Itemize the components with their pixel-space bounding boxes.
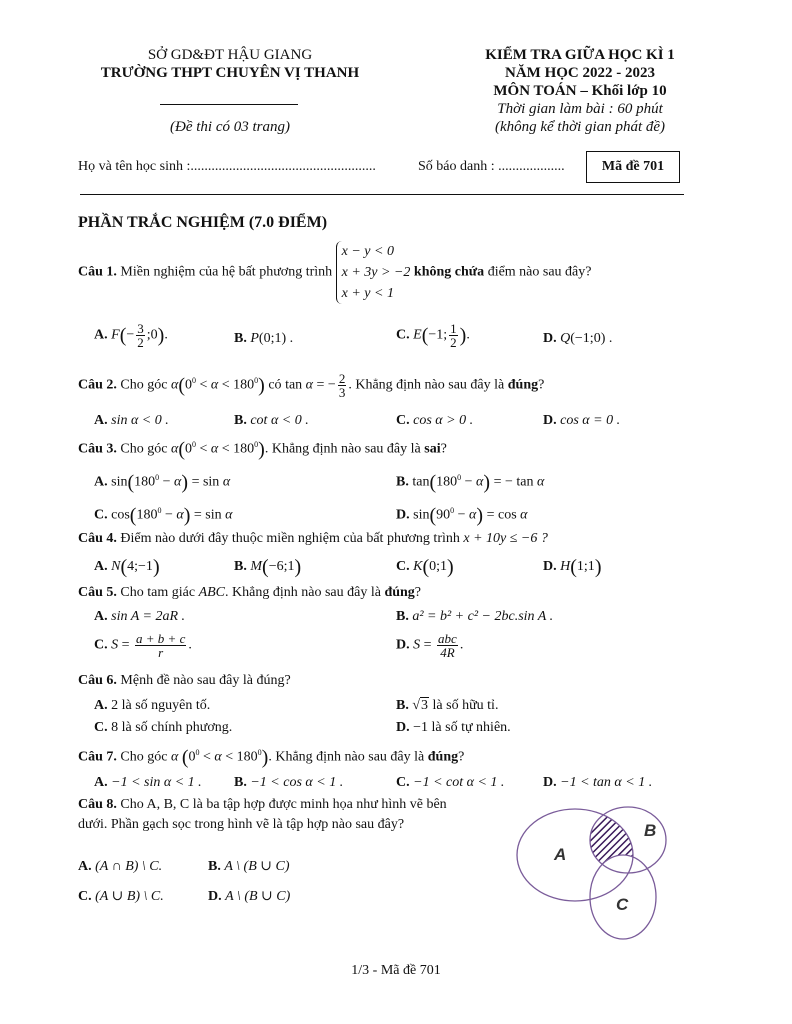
q5-text2: . Khẳng định nào sau đây là xyxy=(225,585,381,600)
q8-text1: Cho A, B, C là ba tập hợp được minh họa như hình vẽ bên xyxy=(120,797,447,812)
time-limit: Thời gian làm bài : 60 phút xyxy=(497,101,663,117)
q3-option-c: C. $\cos(180^0 - \alpha) = \sin \alpha$ xyxy=(94,504,233,527)
q8-b-text: A \ (B ∪ C) xyxy=(224,859,290,874)
q4-text: Điểm nào dưới đây thuộc miền nghiệm của bất phương trình xyxy=(120,531,460,546)
q4-label: Câu 4. xyxy=(78,531,117,546)
q1-label: Câu 1. xyxy=(78,264,117,280)
q6-option-b: B. √3 là số hữu tỉ. xyxy=(396,698,499,713)
q5-label: Câu 5. xyxy=(78,585,117,600)
q3-qmark: ? xyxy=(440,441,447,457)
q7-option-d: D. −1 < tan α < 1 . xyxy=(543,775,653,790)
q1-b-label: B. xyxy=(234,331,247,346)
q5-b-text: a² = b² + c² − 2bc.sin A . xyxy=(412,609,554,624)
q7-d-text: −1 < tan α < 1 . xyxy=(560,775,653,790)
q2-option-d: D. cos α = 0 . xyxy=(543,413,621,428)
q2-d-text: cos α = 0 . xyxy=(560,413,621,428)
venn-label-b: B xyxy=(644,821,657,840)
question-8-line2 xyxy=(78,816,404,834)
venn-label-a: A xyxy=(554,845,567,864)
subject-grade: MÔN TOÁN – Khối lớp 10 xyxy=(493,83,667,99)
q1-system xyxy=(336,241,411,304)
q1-ineq-1: x − y < 0 xyxy=(341,244,394,259)
q1-ineq-2: x + 3y > −2 xyxy=(341,265,411,280)
q3-text1: Cho góc xyxy=(120,441,168,457)
question-2: Câu 2. Cho góc $\alpha(0^0 < \alpha < 180^0)$ có tan α = − $\frac{2}{3}$ . Khẳng định nào sau đây là đúng? xyxy=(78,371,545,400)
q1-c-label: C. xyxy=(396,327,410,343)
q2-option-b: B. cot α < 0 . xyxy=(234,413,309,428)
q8-option-b: B. A \ (B ∪ C) xyxy=(208,859,290,874)
q1-option-a: A. F(− $\frac{3}{2}$ ;0). xyxy=(94,321,168,350)
q4-option-c: C. K(0;1) xyxy=(396,556,454,578)
q3-text2: . Khẳng định nào sau đây là xyxy=(264,441,421,457)
q8-text2: dưới. Phần gạch sọc trong hình vẽ là tập hợp nào sau đây? xyxy=(78,817,405,832)
q4-inequality: x + 10y ≤ −6 ? xyxy=(463,531,548,546)
q5-emphasis: đúng xyxy=(384,585,415,600)
q2-option-c: C. cos α > 0 . xyxy=(396,413,474,428)
q1-text: Miền nghiệm của hệ bất phương trình xyxy=(120,264,333,280)
q2-text2: có xyxy=(268,377,282,393)
q7-b-text: −1 < cos α < 1 . xyxy=(250,775,344,790)
q6-text: Mệnh đề nào sau đây là đúng? xyxy=(120,673,291,688)
header-divider xyxy=(160,104,298,105)
question-6 xyxy=(78,672,291,690)
q8-a-text: (A ∩ B) \ C. xyxy=(95,859,163,874)
q2-text1: Cho góc xyxy=(120,377,168,393)
q2-text3: . Khẳng định nào sau đây là xyxy=(348,377,505,393)
q1-emphasis: không chứa xyxy=(413,264,485,280)
q5-option-a: A. sin A = 2aR . xyxy=(94,609,186,624)
q2-qmark: ? xyxy=(538,377,545,393)
q7-text2: . Khẳng định nào sau đây là xyxy=(268,749,425,765)
school-year: NĂM HỌC 2022 - 2023 xyxy=(505,65,655,81)
student-divider xyxy=(80,194,684,195)
q1-option-d: D. Q(−1;0) . xyxy=(543,331,613,346)
q1-a-label: A. xyxy=(94,327,108,343)
q7-label: Câu 7. xyxy=(78,749,117,765)
time-note: (không kể thời gian phát đề) xyxy=(494,119,666,135)
q7-emphasis: đúng xyxy=(427,749,459,765)
q4-option-d: D. H(1;1) xyxy=(543,556,602,578)
q5-triangle: ABC xyxy=(198,585,226,600)
q2-emphasis: đúng xyxy=(507,377,539,393)
q2-option-a: A. sin α < 0 . xyxy=(94,413,169,428)
q6-c-text: 8 là số chính phương. xyxy=(111,720,233,735)
q4-option-a: A. N(4;−1) xyxy=(94,556,160,578)
q5-option-d: D. S = $\frac{\text{abc}}{4R}$ . xyxy=(396,631,464,660)
exam-code-box: Mã đề 701 xyxy=(586,151,680,183)
section-title: PHẦN TRẮC NGHIỆM (7.0 ĐIỂM) xyxy=(78,214,328,231)
q7-c-text: −1 < cot α < 1 . xyxy=(413,775,505,790)
q5-option-b: B. a² = b² + c² − 2bc.sin A . xyxy=(396,609,554,624)
q6-d-text: −1 là số tự nhiên. xyxy=(413,720,511,735)
venn-label-c: C xyxy=(616,895,629,914)
q6-option-c: C. 8 là số chính phương. xyxy=(94,720,233,735)
school-department: SỞ GD&ĐT HẬU GIANG xyxy=(147,47,313,63)
q4-option-b: B. M(−6;1) xyxy=(234,556,302,578)
question-7: Câu 7. Cho góc α $(0^0 < \alpha < 180^0)$. Khẳng định nào sau đây là đúng? xyxy=(78,746,465,769)
q7-option-b: B. −1 < cos α < 1 . xyxy=(234,775,344,790)
q3-option-a: A. $\sin(180^0 - \alpha) = \sin \alpha$ xyxy=(94,471,231,494)
q7-qmark: ? xyxy=(458,749,465,765)
student-name-field: Họ và tên học sinh :..................................................... xyxy=(78,159,376,174)
q7-text1: Cho góc xyxy=(120,749,168,765)
student-id-field: Số báo danh : ................... xyxy=(418,159,565,174)
q8-option-d: D. A \ (B ∪ C) xyxy=(208,889,291,904)
venn-diagram xyxy=(510,800,690,945)
q1-option-c: C. E(−1; $\frac{1}{2}$ ). xyxy=(396,321,470,350)
q1-d-label: D. xyxy=(543,331,557,346)
q7-option-c: C. −1 < cot α < 1 . xyxy=(396,775,505,790)
q2-c-text: cos α > 0 . xyxy=(413,413,474,428)
q3-label: Câu 3. xyxy=(78,441,117,457)
question-8 xyxy=(78,796,447,814)
q3-emphasis: sai xyxy=(424,441,441,457)
q1-ineq-3: x + y < 1 xyxy=(341,286,394,301)
q6-option-d: D. −1 là số tự nhiên. xyxy=(396,720,511,735)
q3-option-d: D. $\sin(90^0 - \alpha) = \cos \alpha$ xyxy=(396,504,528,527)
q8-d-text: A \ (B ∪ C) xyxy=(225,889,291,904)
page-count-note: (Đề thi có 03 trang) xyxy=(170,119,290,135)
q5-option-c: C. S = $\frac{a + b + c}{r}$ . xyxy=(94,631,192,660)
exam-title: KIỂM TRA GIỮA HỌC KÌ 1 xyxy=(485,47,675,63)
q8-label: Câu 8. xyxy=(78,797,117,812)
q6-label: Câu 6. xyxy=(78,673,117,688)
q5-text1: Cho tam giác xyxy=(120,585,196,600)
school-name: TRƯỜNG THPT CHUYÊN VỊ THANH xyxy=(100,65,360,81)
q2-b-text: cot α < 0 . xyxy=(250,413,309,428)
q6-option-a: A. 2 là số nguyên tố. xyxy=(94,698,211,713)
q8-option-a: A. (A ∩ B) \ C. xyxy=(78,859,163,874)
question-5 xyxy=(78,584,421,602)
question-4 xyxy=(78,530,548,548)
q2-label: Câu 2. xyxy=(78,377,117,393)
q1-option-b: B. P(0;1) . xyxy=(234,331,294,346)
q6-b-text: là số hữu tỉ. xyxy=(432,698,499,713)
question-3: Câu 3. Cho góc $\alpha(0^0 < \alpha < 180^0)$. Khẳng định nào sau đây là sai? xyxy=(78,438,447,461)
q2-a-text: sin α < 0 . xyxy=(111,413,169,428)
q1-tail: điểm nào sau đây? xyxy=(487,264,592,280)
q5-qmark: ? xyxy=(414,585,422,600)
q8-c-text: (A ∪ B) \ C. xyxy=(95,889,164,904)
q3-option-b: B. $\tan(180^0 - \alpha)$ = − tan α xyxy=(396,471,545,494)
q8-option-c: C. (A ∪ B) \ C. xyxy=(78,889,164,904)
question-1 xyxy=(78,241,591,304)
q7-a-text: −1 < sin α < 1 . xyxy=(111,775,202,790)
page-footer: 1/3 - Mã đề 701 xyxy=(351,963,441,978)
q5-a-text: sin A = 2aR . xyxy=(111,609,186,624)
q7-option-a: A. −1 < sin α < 1 . xyxy=(94,775,202,790)
q6-a-text: 2 là số nguyên tố. xyxy=(111,698,211,713)
